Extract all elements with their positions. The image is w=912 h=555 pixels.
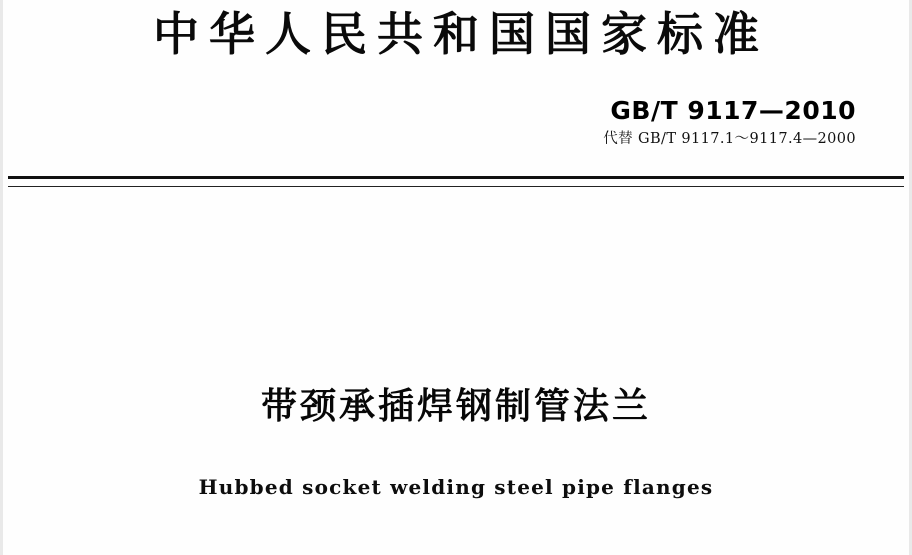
standard-number: GB/T 9117—2010 xyxy=(610,96,856,125)
standard-number-block xyxy=(603,96,856,149)
divider-rule-thin xyxy=(8,186,904,187)
page-edge-left xyxy=(0,0,3,555)
document-title-english: Hubbed socket welding steel pipe flanges xyxy=(198,475,714,499)
divider-rule-thick xyxy=(8,176,904,179)
banner-title: 中华人民共和国国家标准 xyxy=(153,7,769,61)
national-standard-banner xyxy=(0,6,912,64)
standard-replaces-note: 代替 GB/T 9117.1～9117.4—2000 xyxy=(603,131,856,147)
document-title-chinese: 带颈承插焊钢制管法兰 xyxy=(260,386,651,427)
